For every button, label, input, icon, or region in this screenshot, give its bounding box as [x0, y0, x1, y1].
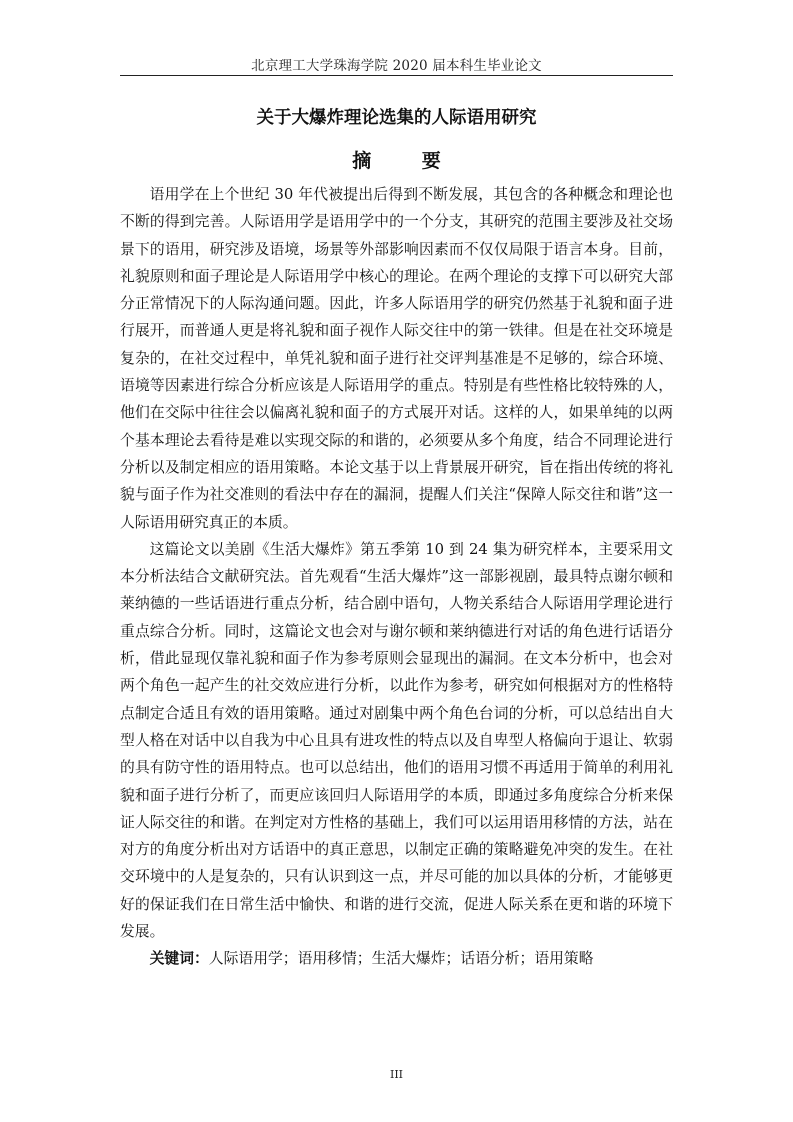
- abstract-paragraph-2: 这篇论文以美剧《生活大爆炸》第五季第 10 到 24 集为研究样本，主要采用文本分析法结合文献研究法。首先观看“生活大爆炸”这一部影视剧，最具特点谢尔顿和莱纳德的一些话语进行重点分析，结合剧中语句，人物关系结合人际语用学理论进行重点综合分析。同时，这篇论文也会对与谢尔顿和莱纳德进行对话的角色进行话语分析，借此显现仅靠礼貌和面子作为参考原则会显现出的漏洞。在文本分析中，也会对两个角色一起产生的社交效应进行分析，以此作为参考，研究如何根据对方的性格特点制定合适且有效的语用策略。通过对剧集中两个角色台词的分析，可以总结出自大型人格在对话中以自我为中心且具有进攻性的特点以及自卑型人格偏向于退让、软弱的具有防守性的语用特点。也可以总结出，他们的语用习惯不再适用于简单的利用礼貌和面子进行分析了，而更应该回归人际语用学的本质，即通过多角度综合分析来保证人际交往的和谐。在判定对方性格的基础上，我们可以运用语用移情的方法，站在对方的角度分析出对方话语中的真正意思，以制定正确的策略避免冲突的发生。在社交环境中的人是复杂的，只有认识到这一点，并尽可能的加以具体的分析，才能够更好的保证我们在日常生活中愉快、和谐的进行交流，促进人际关系在更和谐的环境下发展。: [120, 540, 673, 941]
- abstract-paragraph-1: 语用学在上个世纪 30 年代被提出后得到不断发展，其包含的各种概念和理论也不断的得到完善。人际语用学是语用学中的一个分支，其研究的范围主要涉及社交场景下的语用，研究涉及语境，场景等外部影响因素而不仅仅局限于语言本身。目前，礼貌原则和面子理论是人际语用学中核心的理论。在两个理论的支撑下可以研究大部分正常情况下的人际沟通问题。因此，许多人际语用学的研究仍然基于礼貌和面子进行展开，而普通人更是将礼貌和面子视作人际交往中的第一铁律。但是在社交环境是复杂的，在社交过程中，单凭礼貌和面子进行社交评判基准是不足够的，综合环境、语境等因素进行综合分析应该是人际语用学的重点。特别是有些性格比较特殊的人，他们在交际中往往会以偏离礼貌和面子的方式展开对话。这样的人，如果单纯的以两个基本理论去看待是难以实现交际的和谐的，必须要从多个角度，结合不同理论进行分析以及制定相应的语用策略。本论文基于以上背景展开研究，旨在指出传统的将礼貌与面子作为社交准则的看法中存在的漏洞，提醒人们关注“保障人际交往和谐”这一人际语用研究真正的本质。: [120, 186, 673, 531]
- thesis-title: 关于大爆炸理论选集的人际语用研究: [256, 108, 537, 128]
- keywords-label: 关键词：: [149, 950, 209, 968]
- keywords-value: 人际语用学；语用移情；生活大爆炸；话语分析；语用策略: [208, 950, 594, 968]
- abstract-heading: 摘 要: [352, 150, 463, 172]
- abstract-body: [120, 181, 673, 973]
- page-number: III: [389, 1068, 404, 1081]
- keywords-line: [120, 945, 673, 972]
- page-header: 北京理工大学珠海学院 2020 届本科生毕业论文: [251, 58, 542, 74]
- header-divider: [120, 75, 673, 76]
